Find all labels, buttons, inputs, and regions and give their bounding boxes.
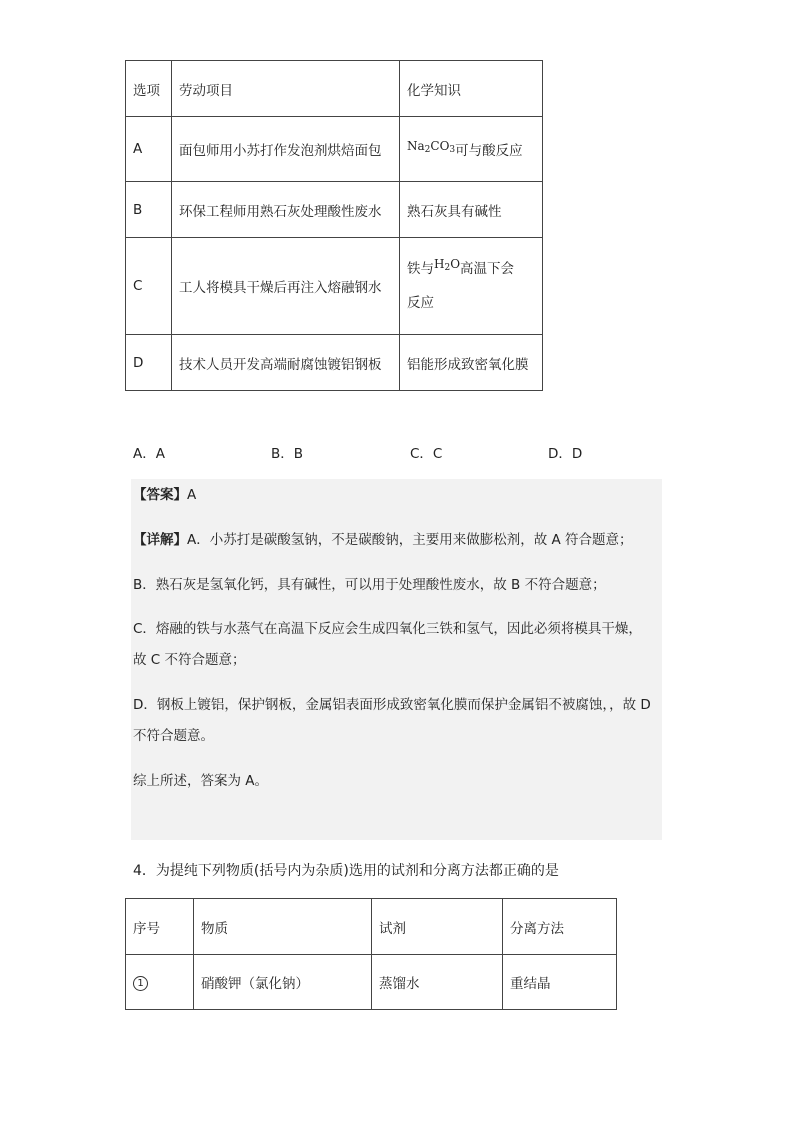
labor-chemistry-table [125, 60, 543, 391]
table-row [126, 238, 543, 335]
choice-a: A．A [133, 446, 165, 462]
header-method: 分离方法 [503, 899, 617, 955]
header-reagent: 试剂 [372, 899, 503, 955]
knowledge-text: 反应 [407, 295, 434, 311]
row-knowledge: 熟石灰具有碱性 [400, 182, 543, 238]
header-project: 劳动项目 [172, 61, 400, 117]
row-method: 重结晶 [503, 955, 617, 1010]
detail-line: 不符合题意。 [133, 728, 214, 744]
answer-value: A [187, 487, 197, 503]
formula-part: CO [430, 138, 450, 153]
detail-line: D．钢板上镀铝，保护钢板，金属铝表面形成致密氧化膜而保护金属铝不被腐蚀，，故 D [133, 697, 651, 713]
detail-line: B．熟石灰是氢氧化钙，具有碱性，可以用于处理酸性废水，故 B 不符合题意； [133, 577, 606, 593]
header-option: 选项 [126, 61, 172, 117]
choice-d: D．D [548, 446, 583, 462]
table-row [126, 182, 543, 238]
knowledge-text: 高温下会 [460, 261, 515, 277]
row-project: 环保工程师用熟石灰处理酸性废水 [172, 182, 400, 238]
row-knowledge [400, 117, 543, 182]
detail-label: 【详解】 [133, 532, 187, 548]
row-project: 面包师用小苏打作发泡剂烘焙面包 [172, 117, 400, 182]
table-row [126, 117, 543, 182]
knowledge-text: 铁与 [407, 261, 434, 277]
formula-part: H [434, 257, 445, 271]
row-knowledge [400, 238, 543, 335]
table-header-row [126, 899, 617, 955]
row-knowledge: 铝能形成致密氧化膜 [400, 335, 543, 391]
formula [434, 257, 460, 271]
row-option: C [126, 238, 172, 335]
header-knowledge: 化学知识 [400, 61, 543, 117]
row-option: A [126, 117, 172, 182]
row-option: B [126, 182, 172, 238]
answer-explanation [131, 479, 662, 840]
detail-line: C．熔融的铁与水蒸气在高温下反应会生成四氧化三铁和氢气，因此必须将模具干燥， [133, 621, 642, 637]
table-row [126, 955, 617, 1010]
row-project: 工人将模具干燥后再注入熔融钢水 [172, 238, 400, 335]
detail-line: 故 C 不符合题意； [133, 652, 246, 668]
question-4-text: 4．为提纯下列物质(括号内为杂质)选用的试剂和分离方法都正确的是 [133, 863, 559, 879]
purification-table [125, 898, 617, 1010]
row-reagent: 蒸馏水 [372, 955, 503, 1010]
formula-subscript: 2 [444, 263, 451, 273]
summary-line: 综上所述，答案为 A。 [133, 773, 269, 789]
choice-c: C．C [410, 446, 443, 462]
formula [407, 139, 455, 153]
row-option: D [126, 335, 172, 391]
table-row [126, 335, 543, 391]
header-index: 序号 [126, 899, 194, 955]
formula-subscript: 2 [424, 144, 431, 155]
answer-line [133, 483, 660, 507]
formula-part: O [450, 257, 461, 271]
answer-label: 【答案】 [133, 487, 187, 503]
detail-text: A．小苏打是碳酸氢钠，不是碳酸钠，主要用来做膨松剂，故 A 符合题意； [187, 532, 633, 548]
circled-number: 1 [133, 976, 148, 991]
detail-line [133, 528, 660, 552]
formula-part: Na [407, 138, 425, 153]
choice-b: B．B [271, 446, 304, 462]
row-project: 技术人员开发高端耐腐蚀镀铝钢板 [172, 335, 400, 391]
table-header-row [126, 61, 543, 117]
row-index [126, 955, 194, 1010]
knowledge-text: 可与酸反应 [455, 142, 523, 159]
header-substance: 物质 [194, 899, 372, 955]
row-substance: 硝酸钾（氯化钠） [194, 955, 372, 1010]
formula-subscript: 3 [449, 144, 456, 155]
